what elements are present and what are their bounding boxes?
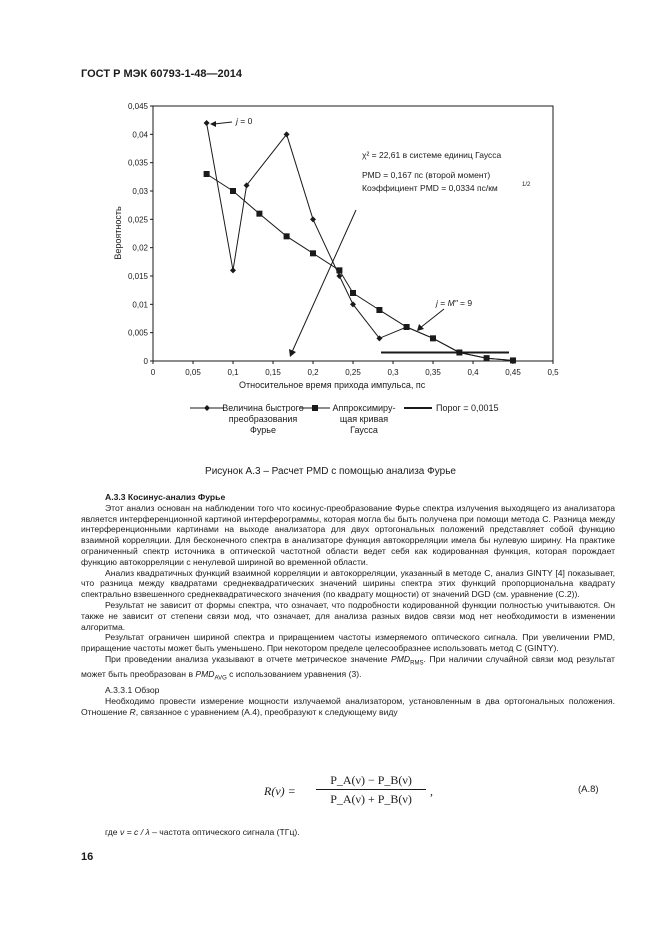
data-point-1 (404, 324, 410, 330)
data-point-0 (310, 216, 316, 222)
x-tick-label: 0 (150, 368, 156, 377)
data-point-1 (204, 171, 210, 177)
x-axis-label: Относительное время прихода импульса, пс (239, 380, 426, 390)
subsection-title: А.3.3.1 Обзор (105, 684, 160, 695)
formula-lhs-text: R(ν) = (264, 784, 296, 798)
annotation-chi-square: χ² = 22,61 в системе единиц Гаусса (362, 150, 502, 160)
legend-gauss-marker (312, 405, 318, 411)
y-tick-label: 0,045 (127, 102, 148, 111)
y-tick-label: 0,03 (132, 187, 148, 196)
page-number: 16 (81, 851, 94, 863)
sub-rms: RMS (410, 660, 424, 667)
paragraph-overview (81, 696, 615, 718)
y-axis-label: Вероятность (113, 206, 123, 260)
chart-axes (113, 106, 553, 390)
legend-fft-label: Фурье (250, 425, 276, 435)
x-tick-label: 0,35 (425, 368, 441, 377)
document-header: ГОСТ Р МЭК 60793-1-48—2014 (81, 68, 242, 80)
text: , связанное с уравнением (А.4), преобразуют к следующему виду (135, 706, 398, 717)
x-tick-label: 0,05 (185, 368, 201, 377)
legend-fft-label: Величина быстрого (222, 403, 304, 413)
x-tick-label: 0,45 (505, 368, 521, 377)
data-point-1 (484, 355, 490, 361)
legend-fft-marker (204, 405, 210, 411)
x-tick-label: 0,15 (265, 368, 281, 377)
plot-frame (153, 106, 553, 361)
where-expr: ν = c / λ (119, 827, 150, 837)
x-tick-label: 0,25 (345, 368, 361, 377)
text: с использованием уравнения (3). (226, 669, 362, 680)
y-tick-label: 0,02 (132, 243, 148, 253)
formula-comma: , (430, 784, 433, 798)
figure-caption: Рисунок А.3 – Расчет PMD с помощью анализа Фурье (205, 466, 456, 477)
var-r: R (129, 706, 136, 717)
arrow-j0-head (210, 121, 216, 127)
paragraph-rms (81, 654, 615, 685)
text: . При наличии случайной связи мод результат может быть преобразован в (81, 653, 615, 680)
arrow-j0 (214, 122, 232, 124)
text: где (105, 827, 120, 837)
chart-ticks (128, 102, 559, 377)
x-tick-label: 0,4 (467, 368, 479, 377)
y-tick-label: 0,015 (127, 272, 148, 281)
legend-gauss-label: Гаусса (350, 425, 378, 435)
x-tick-label: 0,2 (307, 368, 319, 377)
x-tick-label: 0,1 (227, 368, 239, 377)
sub-avg: AVG (214, 676, 227, 683)
y-tick-label: 0,04 (132, 130, 148, 140)
annotation-pmd: PMD = 0,167 пс (второй момент) (362, 170, 491, 180)
arrow-pmd (292, 210, 356, 352)
var-pmd: PMD (195, 669, 215, 680)
formula-numerator: P_A(ν) − P_B(ν) (316, 773, 426, 790)
x-tick-label: 0,3 (387, 368, 399, 377)
paragraph: Результат ограничен шириной спектра и приращением частоты измеряемого оптического сигнала. При увеличении PMD, приращение частоты может быть уменьшено. При некотором пределе целесообразнее использовать метод С (GINTY). (81, 632, 615, 654)
data-point-1 (230, 188, 236, 194)
legend-gauss-label: Аппроксимиру- (332, 403, 396, 413)
y-tick-label: 0,035 (127, 158, 148, 168)
data-point-1 (510, 357, 516, 363)
paragraph: Результат не зависит от формы спектра, что означает, что подробности кодированной функции полностью учитываются. Он также не зависит от степени связи мод, что означает, для анализа разных видов связи мод нет необходимости в изменении алгоритма. (81, 599, 615, 632)
formula-where (105, 827, 300, 837)
data-point-1 (284, 233, 290, 239)
formula-lhs (264, 784, 296, 799)
annotation-jm: j = M" = 9 (436, 298, 473, 308)
text: Необходимо провести измерение мощности излучаемой анализатором, установленным в два ортогональных положения. Отношение (81, 695, 615, 717)
text: – частота оптического сигнала (ТГц). (149, 827, 300, 837)
formula-denominator: P_A(ν) + P_B(ν) (330, 792, 412, 806)
y-tick-label: 0,01 (132, 300, 148, 310)
data-point-1 (430, 335, 436, 341)
data-point-1 (350, 290, 356, 296)
legend-threshold-label: Порог = 0,0015 (436, 403, 499, 413)
chart-legend (190, 403, 499, 435)
annotation-coefficient-sup: 1/2 (522, 182, 531, 188)
data-point-0 (204, 120, 210, 126)
data-point-1 (256, 211, 262, 217)
data-point-0 (230, 267, 236, 273)
chart-annotations (210, 116, 531, 357)
y-tick-label: 0,005 (127, 328, 148, 338)
legend-gauss-label: щая кривая (339, 414, 389, 424)
body-text (81, 492, 615, 717)
data-point-1 (376, 307, 382, 313)
text: При проведении анализа указывают в отчете метрическое значение (105, 653, 391, 664)
equation-a8 (250, 773, 620, 811)
var-pmd: PMD (391, 653, 411, 664)
fourier-pmd-chart (0, 0, 661, 460)
data-point-1 (336, 267, 342, 273)
section-title: А.3.3 Косинус-анализ Фурье (105, 492, 226, 502)
paragraph: Этот анализ основан на наблюдении того что косинус-преобразование Фурье спектра излучения выходящего из анализатора является интерференционной картиной интерферограммы, которая могла бы быть получена при помощи метода С. Разница между интерференционными картинами на выходе анализатора для двух ортогональных положений представляет собой функцию взаимной корреляции. Для бесконечного спектра в анализаторе функция автокорреляции имела бы нулевую ширину. На практике ограниченный спектр источника в оптической частотной области ведет себя как кодированная функция, которая порождает функцию автокорреляции с ненулевой шириной во временной области. (81, 502, 615, 567)
y-tick-label: 0,025 (127, 215, 148, 225)
legend-fft-label: преобразования (228, 414, 298, 424)
annotation-coefficient: Коэффициент PMD = 0,0334 пс/км (362, 183, 498, 193)
annotation-j0: j = 0 (236, 116, 253, 126)
equation-number: (А.8) (578, 784, 599, 795)
y-tick-label: 0 (143, 357, 148, 366)
x-tick-label: 0,5 (547, 368, 559, 377)
arrow-jm (420, 309, 444, 328)
paragraph: Анализ квадратичных функций взаимной корреляции и автокорреляции, указанный в методе С, анализ GINTY [4] показывает, что разница между квадратами среднеквадратических значений ширины спектра этих функций пропорциональна квадрату спектрально взвешенного среднеквадратического значения (по квадрату мощности) от значений DGD (см. уравнение (С.2)). (81, 567, 615, 600)
data-point-1 (310, 250, 316, 256)
formula-fraction (316, 773, 426, 807)
series-line-1 (207, 174, 513, 360)
